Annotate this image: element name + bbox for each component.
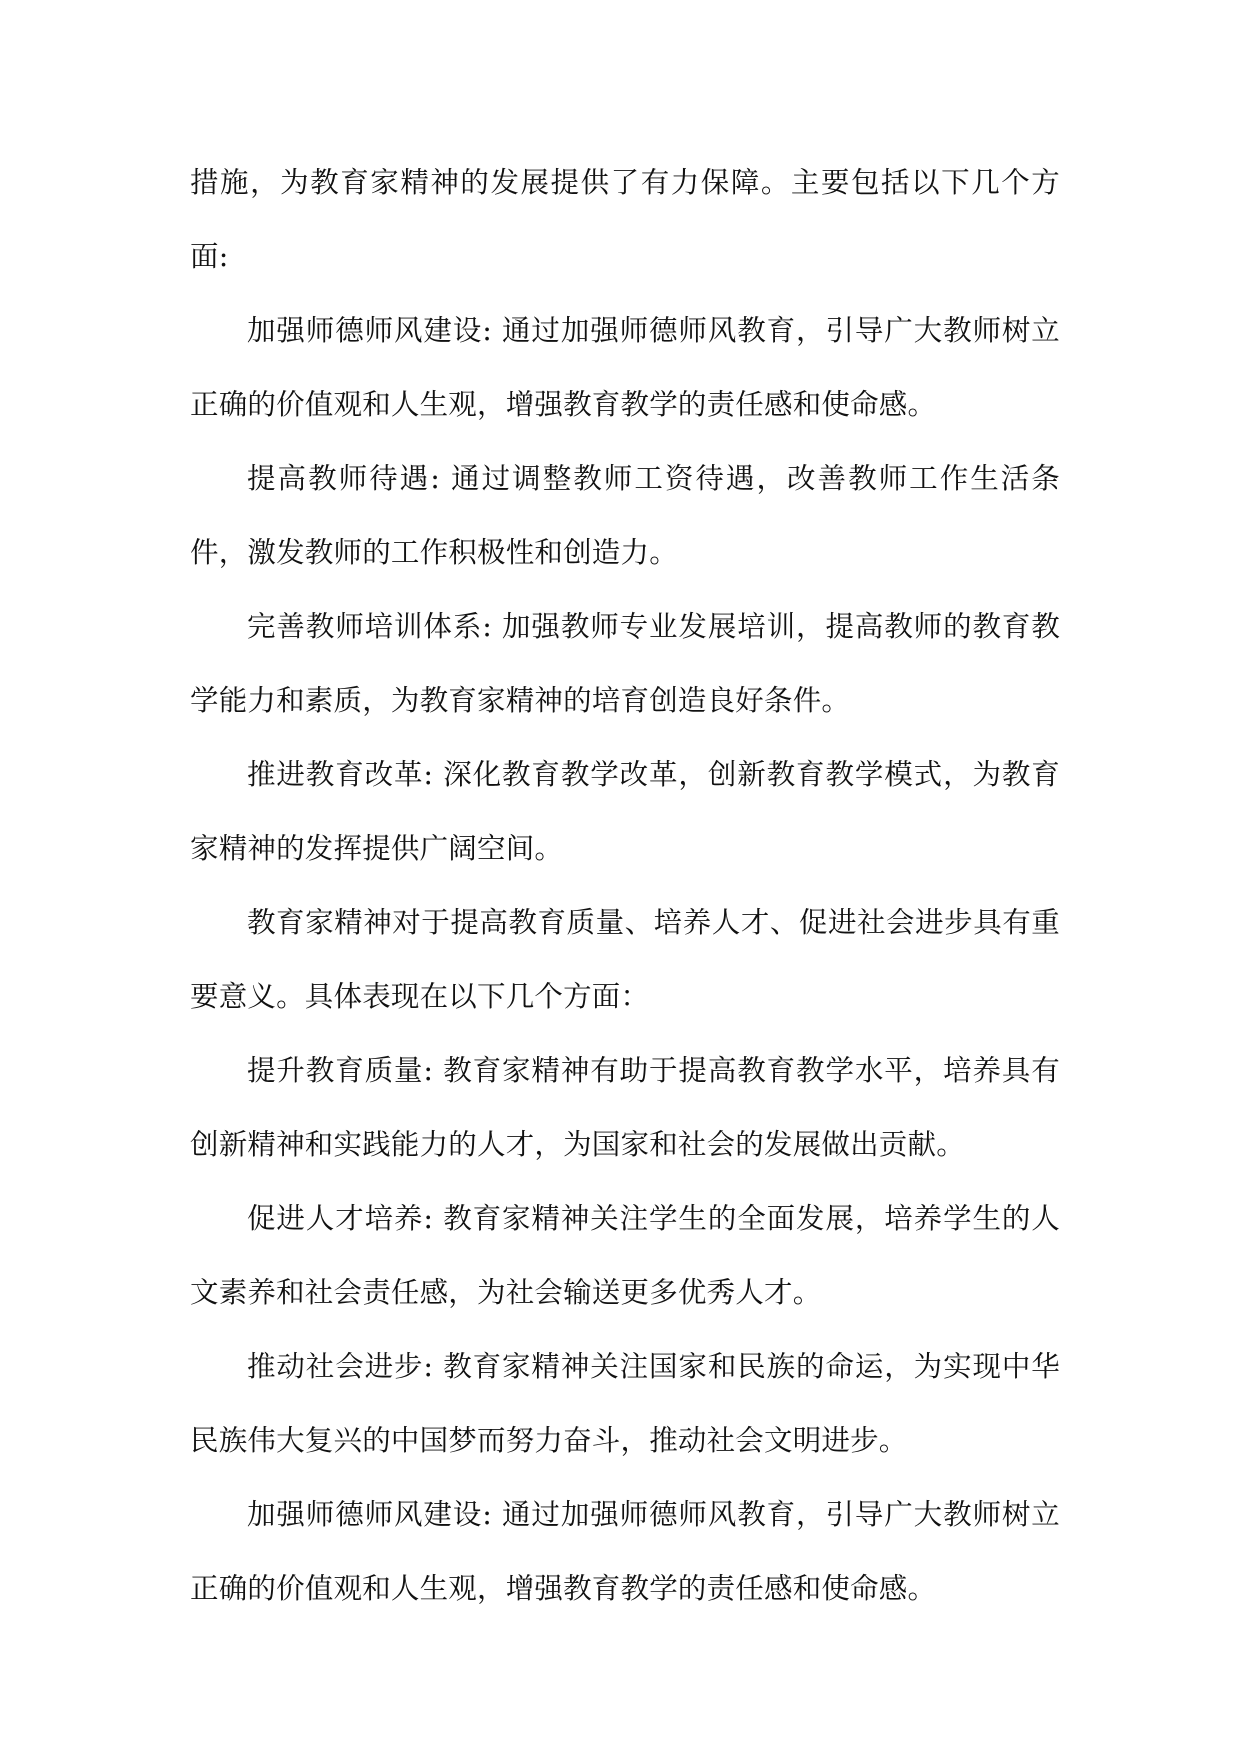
paragraph-education-quality: 提升教育质量: 教育家精神有助于提高教育教学水平，培养具有创新精神和实践能力的人才，为国家和社会的发展做出贡献。	[190, 1054, 1060, 1161]
paragraph-education-reform: 推进教育改革: 深化教育教学改革，创新教育教学模式，为教育家精神的发挥提供广阔空间。	[190, 758, 1060, 865]
body-text	[190, 146, 1060, 1626]
paragraph-teacher-training: 完善教师培训体系: 加强教师专业发展培训，提高教师的教育教学能力和素质，为教育家精神的培育创造良好条件。	[190, 610, 1060, 717]
paragraph-continuation: 措施，为教育家精神的发展提供了有力保障。主要包括以下几个方面:	[190, 166, 1060, 273]
paragraph-teacher-ethics: 加强师德师风建设: 通过加强师德师风教育，引导广大教师树立正确的价值观和人生观，增强教育教学的责任感和使命感。	[190, 314, 1060, 421]
paragraph-teacher-ethics-repeat: 加强师德师风建设: 通过加强师德师风教育，引导广大教师树立正确的价值观和人生观，增强教育教学的责任感和使命感。	[190, 1498, 1060, 1605]
paragraph-significance: 教育家精神对于提高教育质量、培养人才、促进社会进步具有重要意义。具体表现在以下几个方面：	[190, 906, 1060, 1013]
paragraph-social-progress: 推动社会进步: 教育家精神关注国家和民族的命运，为实现中华民族伟大复兴的中国梦而努力奋斗，推动社会文明进步。	[190, 1350, 1060, 1457]
paragraph-talent-cultivation: 促进人才培养: 教育家精神关注学生的全面发展，培养学生的人文素养和社会责任感，为社会输送更多优秀人才。	[190, 1202, 1060, 1309]
paragraph-teacher-pay: 提高教师待遇: 通过调整教师工资待遇，改善教师工作生活条件，激发教师的工作积极性和创造力。	[190, 462, 1060, 569]
